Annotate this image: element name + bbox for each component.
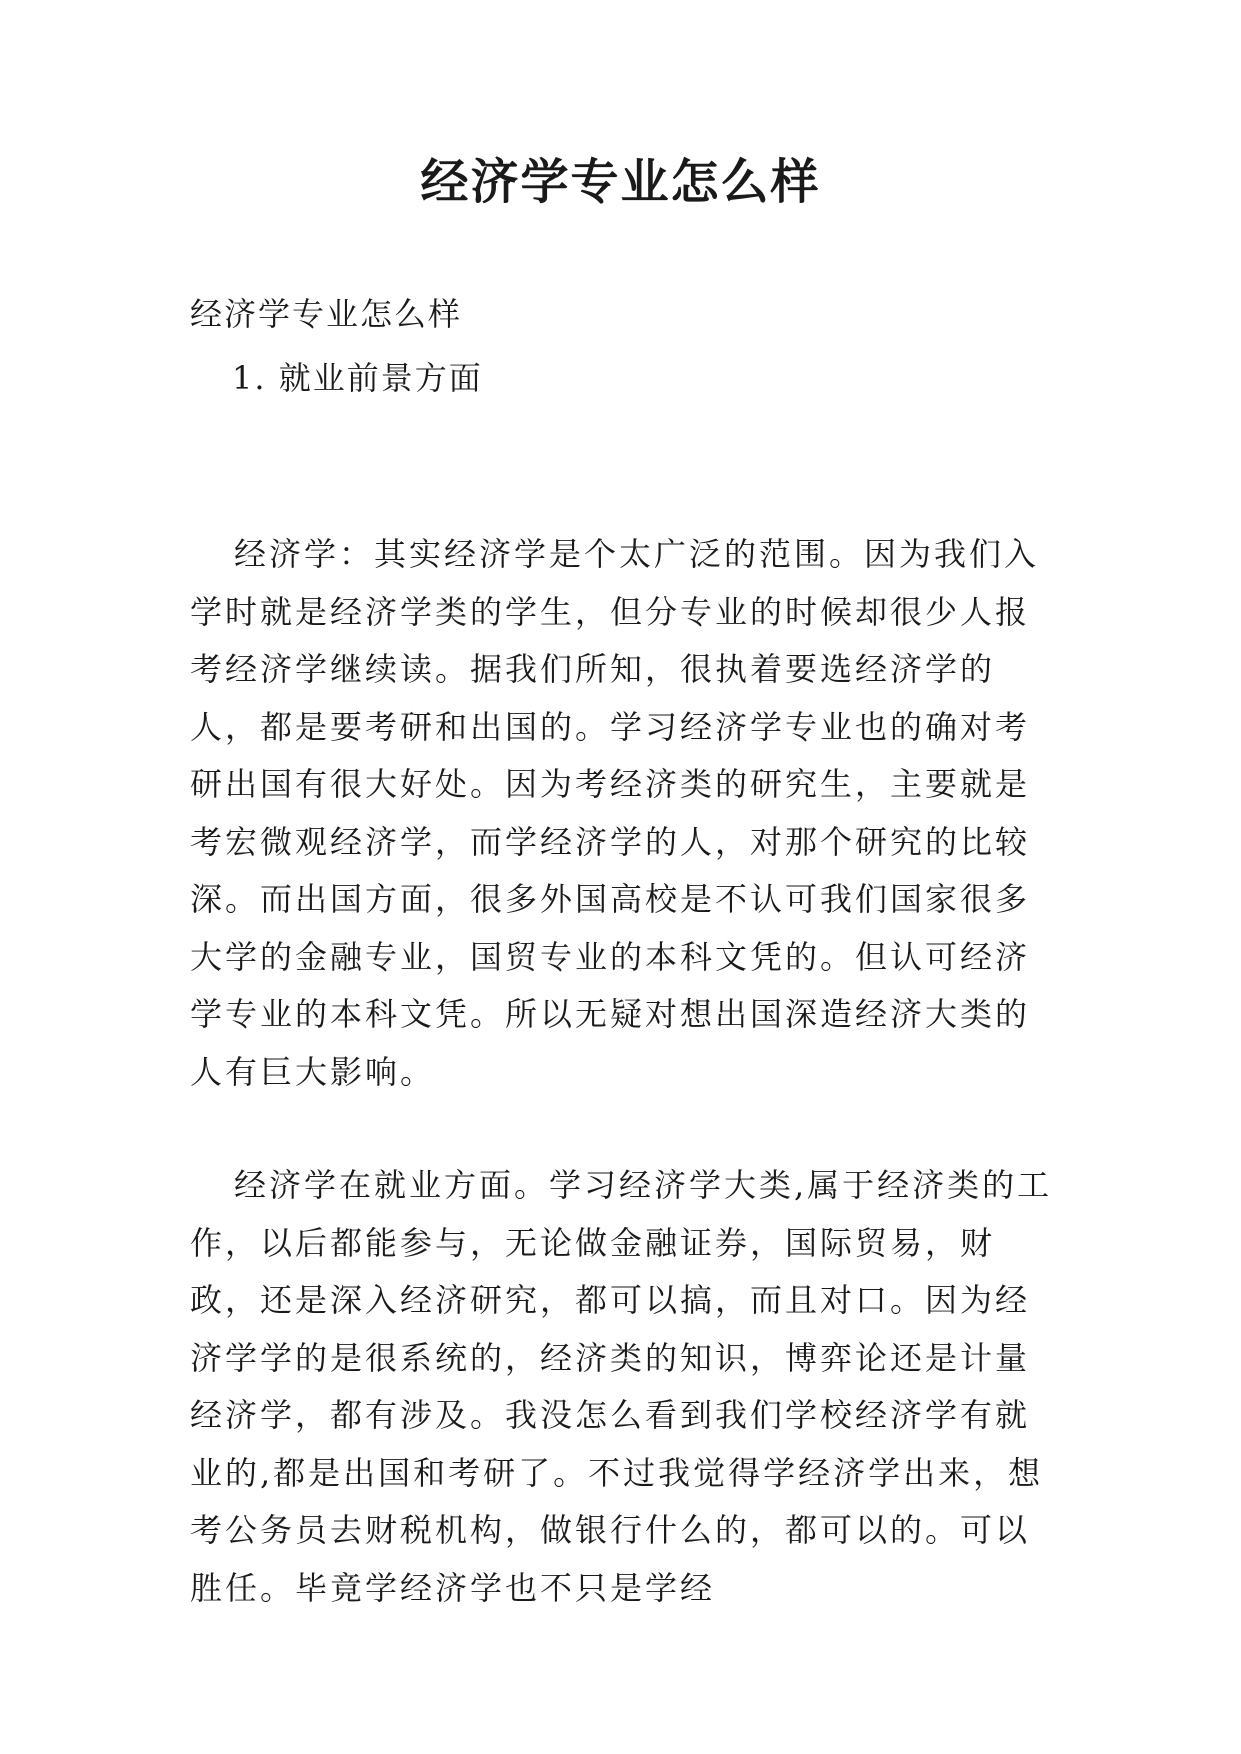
section-heading: 1. 就业前景方面 — [232, 359, 483, 397]
document-subtitle: 经济学专业怎么样 — [190, 295, 463, 333]
paragraph-1: 经济学：其实经济学是个太广泛的范围。因为我们入学时就是经济学类的学生，但分专业的时候却很少人报考经济学继续读。据我们所知，很执着要选经济学的人，都是要考研和出国的。学习经济学专业也的确对考研出国有很大好处。因为考经济类的研究生，主要就是考宏微观经济学，而学经济学的人，对那个研究的比较深。而出国方面，很多外国高校是不认可我们国家很多大学的金融专业，国贸专业的本科文凭的。但认可经济学专业的本科文凭。所以无疑对想出国深造经济大类的人有巨大影响。 — [190, 535, 1040, 1091]
document-title: 经济学专业怎么样 — [420, 154, 821, 210]
paragraph-2: 经济学在就业方面。学习经济学大类,属于经济类的工作，以后都能参与，无论做金融证券，国际贸易，财政，还是深入经济研究，都可以搞，而且对口。因为经济学学的是很系统的，经济类的知识，博弈论还是计量经济学，都有涉及。我没怎么看到我们学校经济学有就业的,都是出国和考研了。不过我觉得学经济学出来，想考公务员去财税机构，做银行什么的，都可以的。可以胜任。毕竟学经济学也不只是学经 — [190, 1166, 1053, 1607]
